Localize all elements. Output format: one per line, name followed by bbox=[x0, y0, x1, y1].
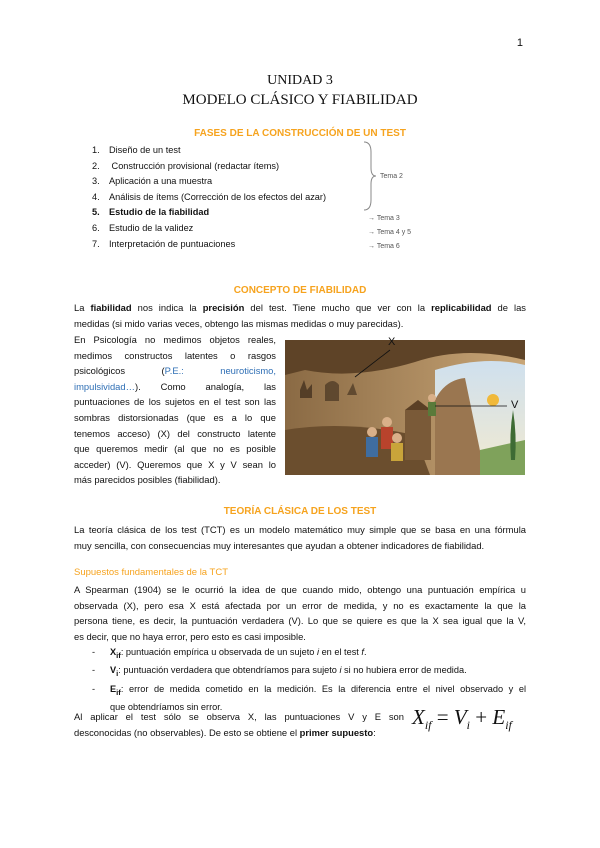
phase-item: 1. Diseño de un test bbox=[92, 145, 181, 155]
phase-item: 5. Estudio de la fiabilidad bbox=[92, 207, 210, 218]
phases-heading: FASES DE LA CONSTRUCCIÓN DE UN TEST bbox=[194, 128, 406, 139]
label-x: X bbox=[388, 336, 396, 348]
tema-45-label: → Tema 4 y 5 bbox=[368, 229, 412, 236]
tct-paragraph-2: A Spearman (1904) se le ocurrió la idea de que cuando mido, obtengo una puntuación empírica u observada (X), pero esa X está afectada por un error de medida, y no es exactamente la que la persona tiene, es decir, la puntuación verdadera (V). Lo que se quiere es que la X sea igual que la V, es decir, que no haya error, pero esto es casi imposible. bbox=[74, 584, 526, 642]
phase-item: 2. Construcción provisional (redactar ítems) bbox=[92, 160, 280, 171]
unit-title: UNIDAD 3 bbox=[267, 73, 333, 88]
phase-item: 7. Interpretación de puntuaciones bbox=[92, 238, 236, 249]
tct-paragraph-1: La teoría clásica de los test (TCT) es un modelo matemático muy simple que se basa en una fórmula muy sencilla, con consecuencias muy interesantes que ayudan a obtener indicadores de fiabilidad. bbox=[74, 524, 526, 551]
phases-list bbox=[92, 143, 326, 252]
tct-paragraph-3: Al aplicar el test sólo se observa X, las puntuaciones V y E son desconocidas (no observables). De esto se obtiene el primer supuesto: bbox=[74, 711, 404, 738]
tct-heading: TEORÍA CLÁSICA DE LOS TEST bbox=[223, 506, 377, 517]
page-number: 1 bbox=[516, 37, 523, 49]
phase-item: 6. Estudio de la validez bbox=[92, 222, 194, 233]
phase-item: 4. Análisis de ítems (Corrección de los efectos del azar) bbox=[92, 191, 327, 202]
definition-item: - $V_i$: puntuación verdadera que obtendríamos para sujeto i si no hubiera error de medida. bbox=[92, 665, 467, 679]
tema-6-label: → Tema 6 bbox=[368, 243, 400, 250]
formula-first-assumption: $X_{if} = V_i + E_{if}$ bbox=[412, 705, 512, 733]
definition-item: - $X_{if}$: puntuación empírica u observada de un sujeto i en el test f. bbox=[92, 647, 367, 660]
brace-icon bbox=[362, 140, 378, 212]
phase-item: 3. Aplicación a una muestra bbox=[92, 176, 213, 187]
concept-heading: CONCEPTO DE FIABILIDAD bbox=[233, 285, 367, 296]
tct-subheading: Supuestos fundamentales de la TCT bbox=[74, 567, 229, 578]
concept-paragraph-1: La fiabilidad nos indica la precisión del test. Tiene mucho que ver con la replicabilidad de las medidas (si mido varias veces, obtengo las mismas medidas o muy parecidas). bbox=[74, 302, 526, 329]
tema-2-label: Tema 2 bbox=[380, 173, 403, 180]
tema-3-label: → Tema 3 bbox=[368, 215, 400, 222]
cave-allegory-illustration bbox=[285, 340, 525, 475]
label-v: V bbox=[511, 399, 519, 411]
concept-paragraph-2: En Psicología no medimos objetos reales, medimos constructos latentes o rasgos psicológicos (P.E.: neuroticismo, impulsividad…). Como analogía, las puntuaciones de los sujetos en el test son las sombras distorsionadas (que es a lo que tenemos acceso) (X) del constructo latente que queremos medir (al que no es posible acceder) (V). Queremos que X y V sean lo más parecidos posibles (fiabilidad). bbox=[74, 334, 277, 486]
definition-item: - $E_{if}$: error de medida cometido en la medición. Es la diferencia entre el nivel observado y el que obtendríamos sin error. bbox=[92, 683, 526, 713]
unit-subtitle: MODELO CLÁSICO Y FIABILIDAD bbox=[182, 92, 418, 108]
